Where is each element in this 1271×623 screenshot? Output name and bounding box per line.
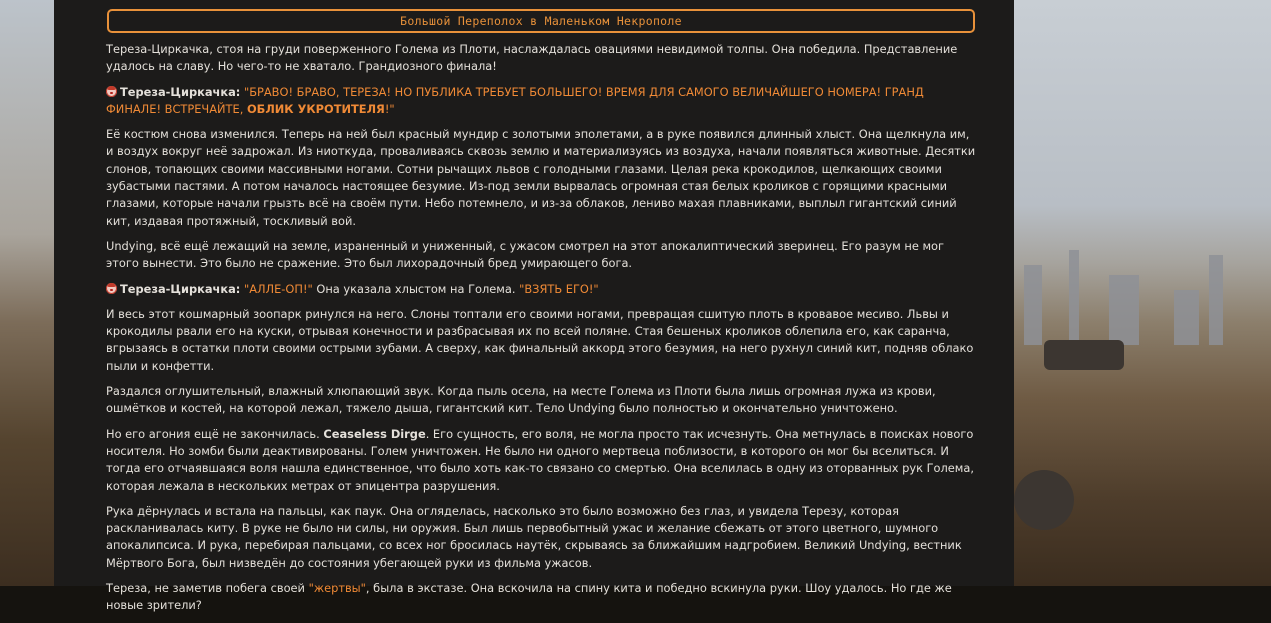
background-left-strip [0, 0, 54, 586]
dialogue-line [106, 84, 978, 119]
clown-face-icon [106, 283, 117, 294]
narration-paragraph: Рука дёрнулась и встала на пальцы, как паук. Она огляделась, насколько это было возможно без глаз, и увидела Терезу, которая раскланивалась киту. В руке не было ни силы, ни оружия. Был лишь первобытный ужас и желание сбежать от этого цветного, шумного апокалипсиса. И рука, перебирая пальцами, со всех ног бросилась наутёк, скрываясь за ближайшим надгробием. Великий Undying, вестник Мёртвого Бога, был низведён до состояния убегающей руки из фильма ужасов. [106, 503, 962, 570]
dialogue-quote: "БРАВО! БРАВО, ТЕРЕЗА! НО ПУБЛИКА ТРЕБУЕТ БОЛЬШЕГО! ВРЕМЯ ДЛЯ САМОГО ВЕЛИЧАЙШЕГО НОМЕРА! ГРАНД ФИНАЛЕ! ВСТРЕЧАЙТЕ, ОБЛИК УКРОТИТЕЛЯ!" [106, 84, 924, 116]
narration-paragraph: Undying, всё ещё лежащий на земле, израненный и униженный, с ужасом смотрел на этот апокалиптический зверинец. Его разум не мог этого вынести. Это было не сражение. Это был лихорадочный бред умирающего бога. [106, 238, 945, 271]
narration-paragraph: Раздался оглушительный, влажный хлюпающий звук. Когда пыль осела, на месте Голема из Плоти была лишь огромная лужа из крови, ошмётков и костей, на которой лежал, тяжело дыша, гигантский кит. Тело Undying было полностью и окончательно уничтожено. [106, 384, 936, 416]
story-content [106, 41, 978, 623]
ability-name: Ceaseless Dirge [323, 426, 426, 441]
narration-paragraph: Её костюм снова изменился. Теперь на ней был красный мундир с золотыми эполетами, а в руке появился длинный хлыст. Она щелкнула им, и воздух вокруг неё задрожал. Из ниоткуда, проваливаясь сквозь землю и материализуясь из воздуха, начали появляться животные. Десятки слонов, топающих своими массивными ногами. Сотни рычащих львов с голодными глазами. Целая река крокодилов, щелкающих своими зубастыми пастями. А потом началось настоящее безумие. Из-под земли вырвалась огромная стая белых кроликов с горящими красными глазами, которые начали грызть всё на своём пути. Небо потемнело, и из-за облаков, лениво махая плавниками, выплыл гигантский синий кит, издавая протяжный, тоскливый вой. [106, 127, 976, 228]
dialogue-line [106, 281, 978, 298]
narration-paragraph: И весь этот кошмарный зоопарк ринулся на него. Слоны топтали его своими ногами, превращая сшитую плоть в кровавое месиво. Львы и крокодилы рвали его на куски, отрывая конечности и разбрасывая их по всей поляне. Стая бешеных кроликов облепила его, как саранча, вгрызаясь в остатки плоти своими острыми зубами. А сверху, как финальный аккорд этого безумия, на него рухнул синий кит, подняв облако пыли и конфетти. [106, 306, 974, 373]
story-title: Большой Переполох в Маленьком Некрополе [107, 9, 975, 33]
narration-paragraph: Тереза, не заметив побега своей "жертвы", была в экстазе. Она вскочила на спину кита и победно вскинула руки. Шоу удалось. Но где же новые зрители? [106, 581, 952, 613]
dialogue-quote: "ВЗЯТЬ ЕГО!" [519, 281, 599, 296]
highlight-bold: ОБЛИК УКРОТИТЕЛЯ [246, 101, 385, 116]
dialogue-quote: "АЛЛЕ-ОП!" [243, 281, 313, 296]
speaker-name: Тереза-Циркачка: [120, 281, 241, 296]
dialogue-narration: Она указала хлыстом на Голема. [312, 281, 520, 296]
narration-paragraph: Но его агония ещё не закончилась. Ceaseless Dirge. Его сущность, его воля, не могла просто так исчезнуть. Она метнулась в поисках нового носителя. Но зомби были деактивированы. Голем уничтожен. Не было ни одного мертвеца поблизости, в которого он мог бы вселиться. И тогда его отчаявшаяся воля нашла единственное, что было хоть как-то связано со смертью. Она вселилась в одну из оторванных рук Голема, которая лежала в нескольких метрах от эпицентра разрушения. [106, 426, 974, 493]
clown-face-icon [106, 86, 117, 97]
speaker-name: Тереза-Циркачка: [120, 84, 241, 99]
story-panel [54, 0, 1014, 613]
narration-paragraph: Тереза-Циркачка, стоя на груди поверженного Голема из Плоти, наслаждалась овациями невидимой толпы. Она победила. Представление удалось на славу. Но чего-то не хватало. Грандиозного финала! [106, 42, 958, 74]
highlight-word: "жертвы" [308, 581, 366, 596]
background-right-landscape [1014, 0, 1271, 586]
